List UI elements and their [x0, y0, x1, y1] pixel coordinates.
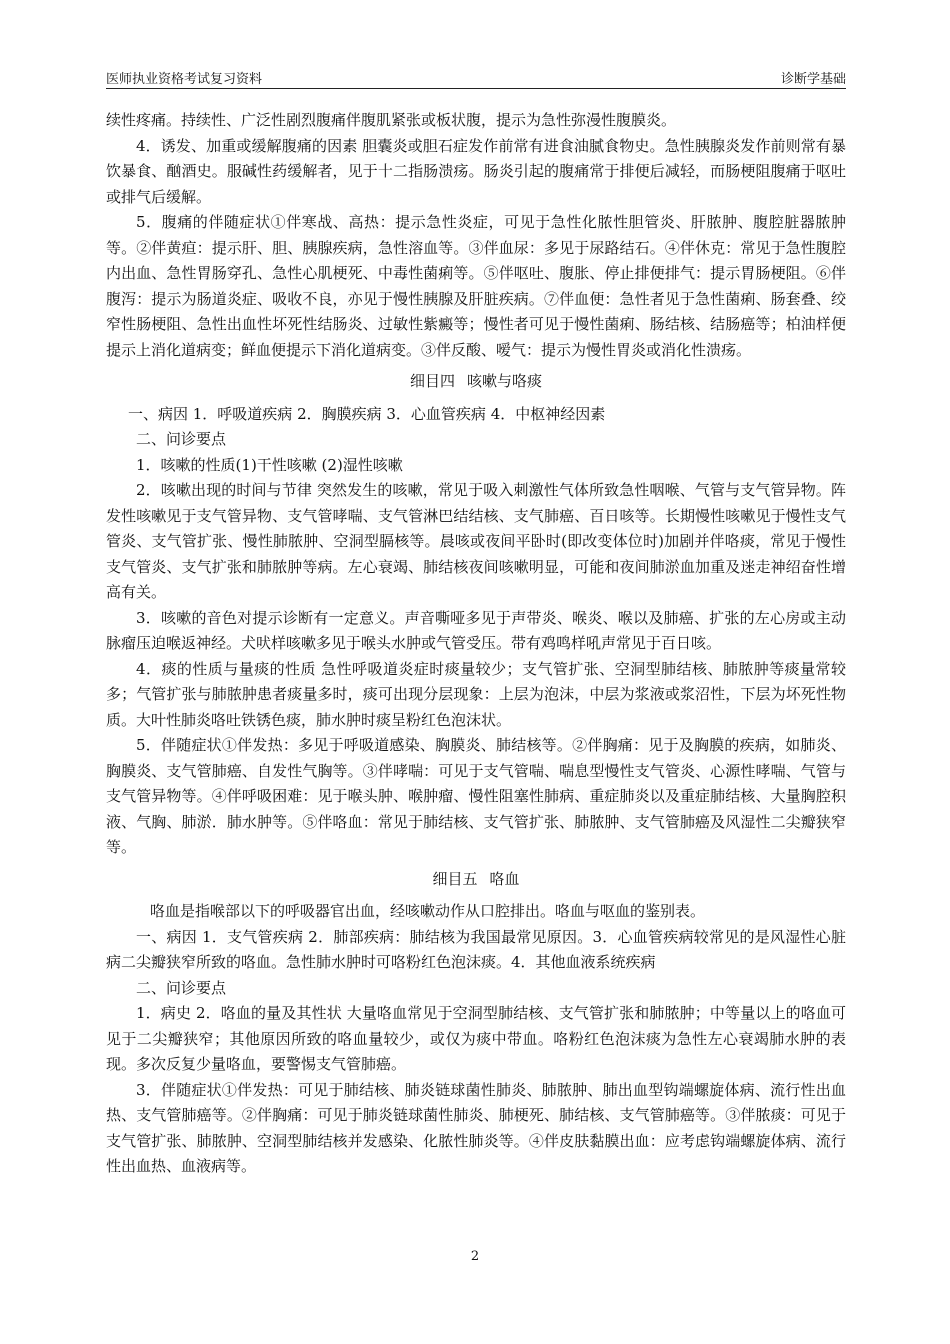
header-title-left: 医师执业资格考试复习资料: [106, 72, 263, 87]
paragraph: 1．病史 2．咯血的量及其性状 大量咯血常见于空洞型肺结核、支气管扩张和肺脓肿；中等量以上的咯血可见于二尖瓣狭窄；其他原因所致的咯血量较少，或仅为痰中带血。咯粉红色泡沫痰为急性左心衰竭肺水肿的表现。多次反复少量咯血，要警惕支气管肺癌。: [106, 1004, 846, 1073]
paragraph: 5．腹痛的伴随症状①伴寒战、高热：提示急性炎症，可见于急性化脓性胆管炎、肝脓肿、腹腔脏器脓肿等。②伴黄疸：提示肝、胆、胰腺疾病，急性溶血等。③伴血尿：多见于尿路结石。④伴休克：常见于急性腹腔内出血、急性胃肠穿孔、急性心肌梗死、中毒性菌痢等。⑤伴呕吐、腹胀、停止排便排气：提示胃肠梗阻。⑥伴腹泻：提示为肠道炎症、吸收不良，亦见于慢性胰腺及肝脏疾病。⑦伴血便：急性者见于急性菌痢、肠套叠、绞窄性肠梗阻、急性出血性坏死性结肠炎、过敏性紫癜等；慢性者可见于慢性菌痢、肠结核、结肠癌等；柏油样便提示上消化道病变；鲜血便提示下消化道病变。③伴反酸、嗳气：提示为慢性胃炎或消化性溃疡。: [106, 213, 846, 359]
paragraph: 二、问诊要点: [136, 978, 227, 997]
section-heading-number: 细目四: [409, 372, 455, 390]
paragraph: 续性疼痛。持续性、广泛性剧烈腹痛伴腹肌紧张或板状腹，提示为急性弥漫性腹膜炎。: [106, 111, 677, 129]
section-heading-title: 咯血: [489, 869, 520, 888]
paragraph: 一、病因 1．呼吸道疾病 2．胸膜疾病 3．心血管疾病 4．中枢神经因素: [128, 404, 606, 423]
header-title-right: 诊断学基础: [780, 72, 846, 87]
paragraph: 4．痰的性质与量痰的性质 急性呼吸道炎症时痰量较少；支气管扩张、空洞型肺结核、肺脓肿等痰量常较多；气管扩张与肺脓肿患者痰量多时，痰可出现分层现象：上层为泡沫，中层为浆液或浆沼性，下层为坏死性物质。大叶性肺炎咯吐铁锈色痰，肺水肿时痰呈粉红色泡沫状。: [106, 659, 846, 729]
section-heading-title: 咳嗽与咯痰: [467, 372, 543, 390]
paragraph: 二、问诊要点: [136, 430, 227, 448]
document-body: [106, 108, 846, 1180]
paragraph: 咯血是指喉部以下的呼吸器官出血，经咳嗽动作从口腔排出。咯血与呕血的鉴别表。: [150, 902, 706, 920]
paragraph: 4．诱发、加重或缓解腹痛的因素 胆囊炎或胆石症发作前常有进食油腻食物史。急性胰腺炎发作前则常有暴饮暴食、酗酒史。服碱性药缓解者，见于十二指肠溃疡。肠炎引起的腹痛常于排便后减轻，而肠梗阻腹痛于呕吐或排气后缓解。: [106, 136, 846, 206]
page-header: [106, 68, 846, 89]
paragraph: 3．伴随症状①伴发热：可见于肺结核、肺炎链球菌性肺炎、肺脓肿、肺出血型钩端螺旋体病、流行性出血热、支气管肺癌等。②伴胸痛：可见于肺炎链球菌性肺炎、肺梗死、肺结核、支气管肺癌等。③伴脓痰：可见于支气管扩张、肺脓肿、空洞型肺结核并发感染、化脓性肺炎等。④伴皮肤黏膜出血：应考虑钩端螺旋体病、流行性出血热、血液病等。: [106, 1080, 846, 1175]
section-heading-number: 细目五: [432, 869, 478, 888]
paragraph: 一、病因 1．支气管疾病 2．肺部疾病：肺结核为我国最常见原因。3．心血管疾病较常见的是风湿性心脏病二尖瓣狭窄所致的咯血。急性肺水肿时可咯粉红色泡沫痰。4．其他血液系统疾病: [106, 927, 846, 971]
page-number: 2: [470, 1249, 480, 1264]
paragraph: 1．咳嗽的性质(1)干性咳嗽 (2)湿性咳嗽: [136, 455, 403, 474]
paragraph: 3．咳嗽的音色对提示诊断有一定意义。声音嘶哑多见于声带炎、喉炎、喉以及肺癌、扩张的左心房或主动脉瘤压迫喉返神经。犬吠样咳嗽多见于喉头水肿或气管受压。带有鸡鸣样吼声常见于百日咳。: [106, 608, 846, 652]
paragraph: 2．咳嗽出现的时间与节律 突然发生的咳嗽，常见于吸入刺激性气体所致急性咽喉、气管与支气管异物。阵发性咳嗽见于支气管异物、支气管哮喘、支气管淋巴结结核、支气肺癌、百日咳等。长期慢性咳嗽见于慢性支气管炎、支气管扩张、慢性肺脓肿、空洞型膈核等。晨咳或夜间平卧时(即改变体位时)加剧并伴咯痰，常见于慢性支气管炎、支气扩张和肺脓肿等病。左心衰竭、肺结核夜间咳嗽明显，可能和夜间肺淤血加重及迷走神绍奋性增高有关。: [106, 481, 846, 601]
section-heading: [106, 867, 846, 893]
paragraph: 5．伴随症状①伴发热：多见于呼吸道感染、胸膜炎、肺结核等。②伴胸痛：见于及胸膜的疾病，如肺炎、胸膜炎、支气管肺癌、自发性气胸等。③伴哮喘：可见于支气管喘、喘息型慢性支气管炎、心源性哮喘、气管与支气管异物等。④伴呼吸困难：见于喉头肿、喉肿瘤、慢性阻塞性肺病、重症肺炎以及重症肺结核、大量胸腔积液、气胸、肺淤．肺水肿等。⑤伴咯血：常见于肺结核、支气管扩张、肺脓肿、支气管肺癌及风湿性二尖瓣狭窄等。: [106, 736, 846, 856]
section-heading: [106, 369, 846, 395]
